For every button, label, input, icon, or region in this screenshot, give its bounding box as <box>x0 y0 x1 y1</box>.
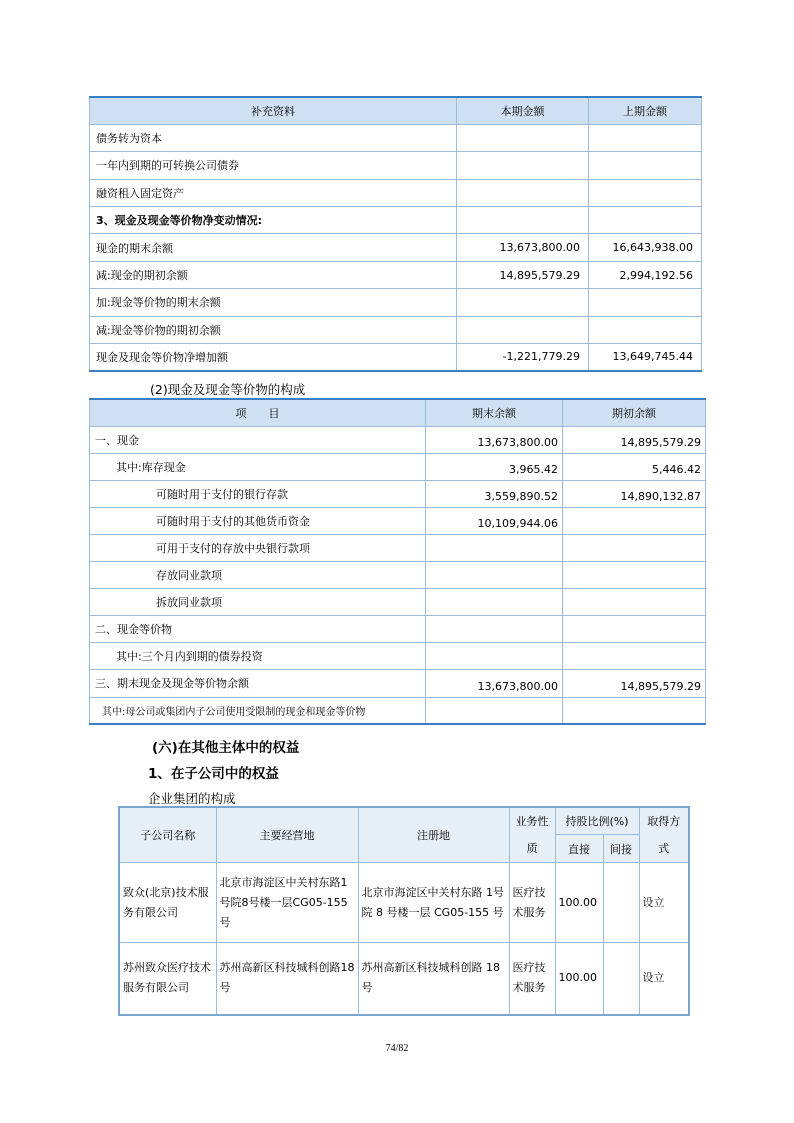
prior-amount <box>589 124 702 151</box>
table-header-row <box>90 399 706 426</box>
page-number: 74/82 <box>385 1043 409 1054</box>
table-row <box>119 863 689 943</box>
row-label: 其中:母公司或集团内子公司使用受限制的现金和现金等价物 <box>90 697 426 724</box>
prior-amount: 2,994,192.56 <box>589 261 702 288</box>
row-label: 一年内到期的可转换公司债券 <box>90 152 457 179</box>
prior-amount: 16,643,938.00 <box>589 234 702 261</box>
table-row <box>90 453 706 480</box>
table-row <box>90 534 706 561</box>
registered-location: 北京市海淀区中关村东路 1号院 8 号楼一层 CG05-155 号 <box>358 863 509 943</box>
row-label: 存放同业款项 <box>90 562 426 589</box>
cash-composition-caption: (2)现金及现金等价物的构成 <box>150 382 306 397</box>
header-registered-location: 注册地 <box>358 807 509 863</box>
table-row <box>90 616 706 643</box>
ending-balance: 13,673,800.00 <box>426 426 563 453</box>
header-prior-amount: 上期金额 <box>589 97 702 124</box>
beginning-balance <box>563 643 706 670</box>
table-row <box>90 670 706 697</box>
row-label: 二、现金等价物 <box>90 616 426 643</box>
table-row <box>90 234 702 261</box>
current-amount: 13,673,800.00 <box>457 234 589 261</box>
business-nature: 医疗技术服务 <box>509 863 555 943</box>
supplementary-info-table <box>89 96 702 372</box>
acquisition-method: 设立 <box>639 863 689 943</box>
beginning-balance <box>563 562 706 589</box>
row-label: 可用于支付的存放中央银行款项 <box>90 534 426 561</box>
prior-amount <box>589 179 702 206</box>
table-row <box>119 943 689 1015</box>
table-row <box>90 207 702 234</box>
table-header-row <box>90 97 702 124</box>
beginning-balance <box>563 507 706 534</box>
ending-balance <box>426 616 563 643</box>
ending-balance <box>426 534 563 561</box>
row-label: 其中:三个月内到期的债券投资 <box>90 643 426 670</box>
row-label: 其中:库存现金 <box>90 453 426 480</box>
ending-balance: 3,559,890.52 <box>426 480 563 507</box>
beginning-balance <box>563 534 706 561</box>
indirect-share <box>603 943 639 1015</box>
row-label: 融资租入固定资产 <box>90 179 457 206</box>
current-amount: 14,895,579.29 <box>457 261 589 288</box>
current-amount <box>457 207 589 234</box>
header-beginning-balance: 期初余额 <box>563 399 706 426</box>
table-row <box>90 152 702 179</box>
beginning-balance <box>563 697 706 724</box>
current-amount <box>457 179 589 206</box>
ending-balance <box>426 697 563 724</box>
current-amount <box>457 316 589 343</box>
row-label: 债务转为资本 <box>90 124 457 151</box>
row-label: 减:现金的期初余额 <box>90 261 457 288</box>
subsidiary-name: 苏州致众医疗技术服务有限公司 <box>119 943 216 1015</box>
row-label: 现金的期末余额 <box>90 234 457 261</box>
current-amount <box>457 289 589 316</box>
prior-amount <box>589 289 702 316</box>
section-title: (六)在其他主体中的权益 <box>152 740 300 756</box>
header-main-location: 主要经营地 <box>216 807 358 863</box>
direct-share: 100.00 <box>555 863 603 943</box>
group-structure-caption: 企业集团的构成 <box>148 791 236 806</box>
table-row <box>90 261 702 288</box>
indirect-share <box>603 863 639 943</box>
header-subsidiary-name: 子公司名称 <box>119 807 216 863</box>
table-row <box>90 643 706 670</box>
table-row <box>90 697 706 724</box>
row-label: 可随时用于支付的其他货币资金 <box>90 507 426 534</box>
prior-amount: 13,649,745.44 <box>589 344 702 371</box>
header-direct: 直接 <box>555 835 603 863</box>
row-label: 3、现金及现金等价物净变动情况: <box>90 207 457 234</box>
beginning-balance: 5,446.42 <box>563 453 706 480</box>
ending-balance <box>426 589 563 616</box>
acquisition-method: 设立 <box>639 943 689 1015</box>
current-amount <box>457 124 589 151</box>
direct-share: 100.00 <box>555 943 603 1015</box>
ending-balance: 13,673,800.00 <box>426 670 563 697</box>
beginning-balance: 14,895,579.29 <box>563 426 706 453</box>
subsection-title: 1、在子公司中的权益 <box>148 766 279 782</box>
table-row <box>90 426 706 453</box>
current-amount <box>457 152 589 179</box>
beginning-balance: 14,895,579.29 <box>563 670 706 697</box>
table-row <box>90 507 706 534</box>
prior-amount <box>589 207 702 234</box>
table-row <box>90 289 702 316</box>
header-ending-balance: 期末余额 <box>426 399 563 426</box>
table-row <box>90 179 702 206</box>
registered-location: 苏州高新区科技城科创路 18号 <box>358 943 509 1015</box>
row-label: 一、现金 <box>90 426 426 453</box>
row-label: 减:现金等价物的期初余额 <box>90 316 457 343</box>
table-row <box>90 589 706 616</box>
row-label: 三、期末现金及现金等价物余额 <box>90 670 426 697</box>
table-row <box>90 344 702 371</box>
row-label: 可随时用于支付的银行存款 <box>90 480 426 507</box>
table-row <box>90 562 706 589</box>
main-location: 苏州高新区科技城科创路18号 <box>216 943 358 1015</box>
header-indirect: 间接 <box>603 835 639 863</box>
prior-amount <box>589 152 702 179</box>
header-shareholding: 持股比例(%) <box>555 807 639 835</box>
header-item: 项 目 <box>90 399 426 426</box>
table-row <box>90 124 702 151</box>
main-location: 北京市海淀区中关村东路1号院8号楼一层CG05-155号 <box>216 863 358 943</box>
cash-composition-table <box>89 398 706 725</box>
header-supplementary: 补充资料 <box>90 97 457 124</box>
row-label: 现金及现金等价物净增加额 <box>90 344 457 371</box>
beginning-balance <box>563 616 706 643</box>
table-row <box>90 316 702 343</box>
table-header-row <box>119 807 689 835</box>
ending-balance: 3,965.42 <box>426 453 563 480</box>
current-amount: -1,221,779.29 <box>457 344 589 371</box>
subsidiary-name: 致众(北京)技术服务有限公司 <box>119 863 216 943</box>
header-current-amount: 本期金额 <box>457 97 589 124</box>
beginning-balance <box>563 589 706 616</box>
prior-amount <box>589 316 702 343</box>
table-row <box>90 480 706 507</box>
subsidiaries-table <box>118 806 690 1016</box>
header-acquisition-method: 取得方式 <box>639 807 689 863</box>
beginning-balance: 14,890,132.87 <box>563 480 706 507</box>
row-label: 加:现金等价物的期末余额 <box>90 289 457 316</box>
ending-balance <box>426 562 563 589</box>
ending-balance: 10,109,944.06 <box>426 507 563 534</box>
header-business-nature: 业务性质 <box>509 807 555 863</box>
business-nature: 医疗技术服务 <box>509 943 555 1015</box>
row-label: 拆放同业款项 <box>90 589 426 616</box>
ending-balance <box>426 643 563 670</box>
